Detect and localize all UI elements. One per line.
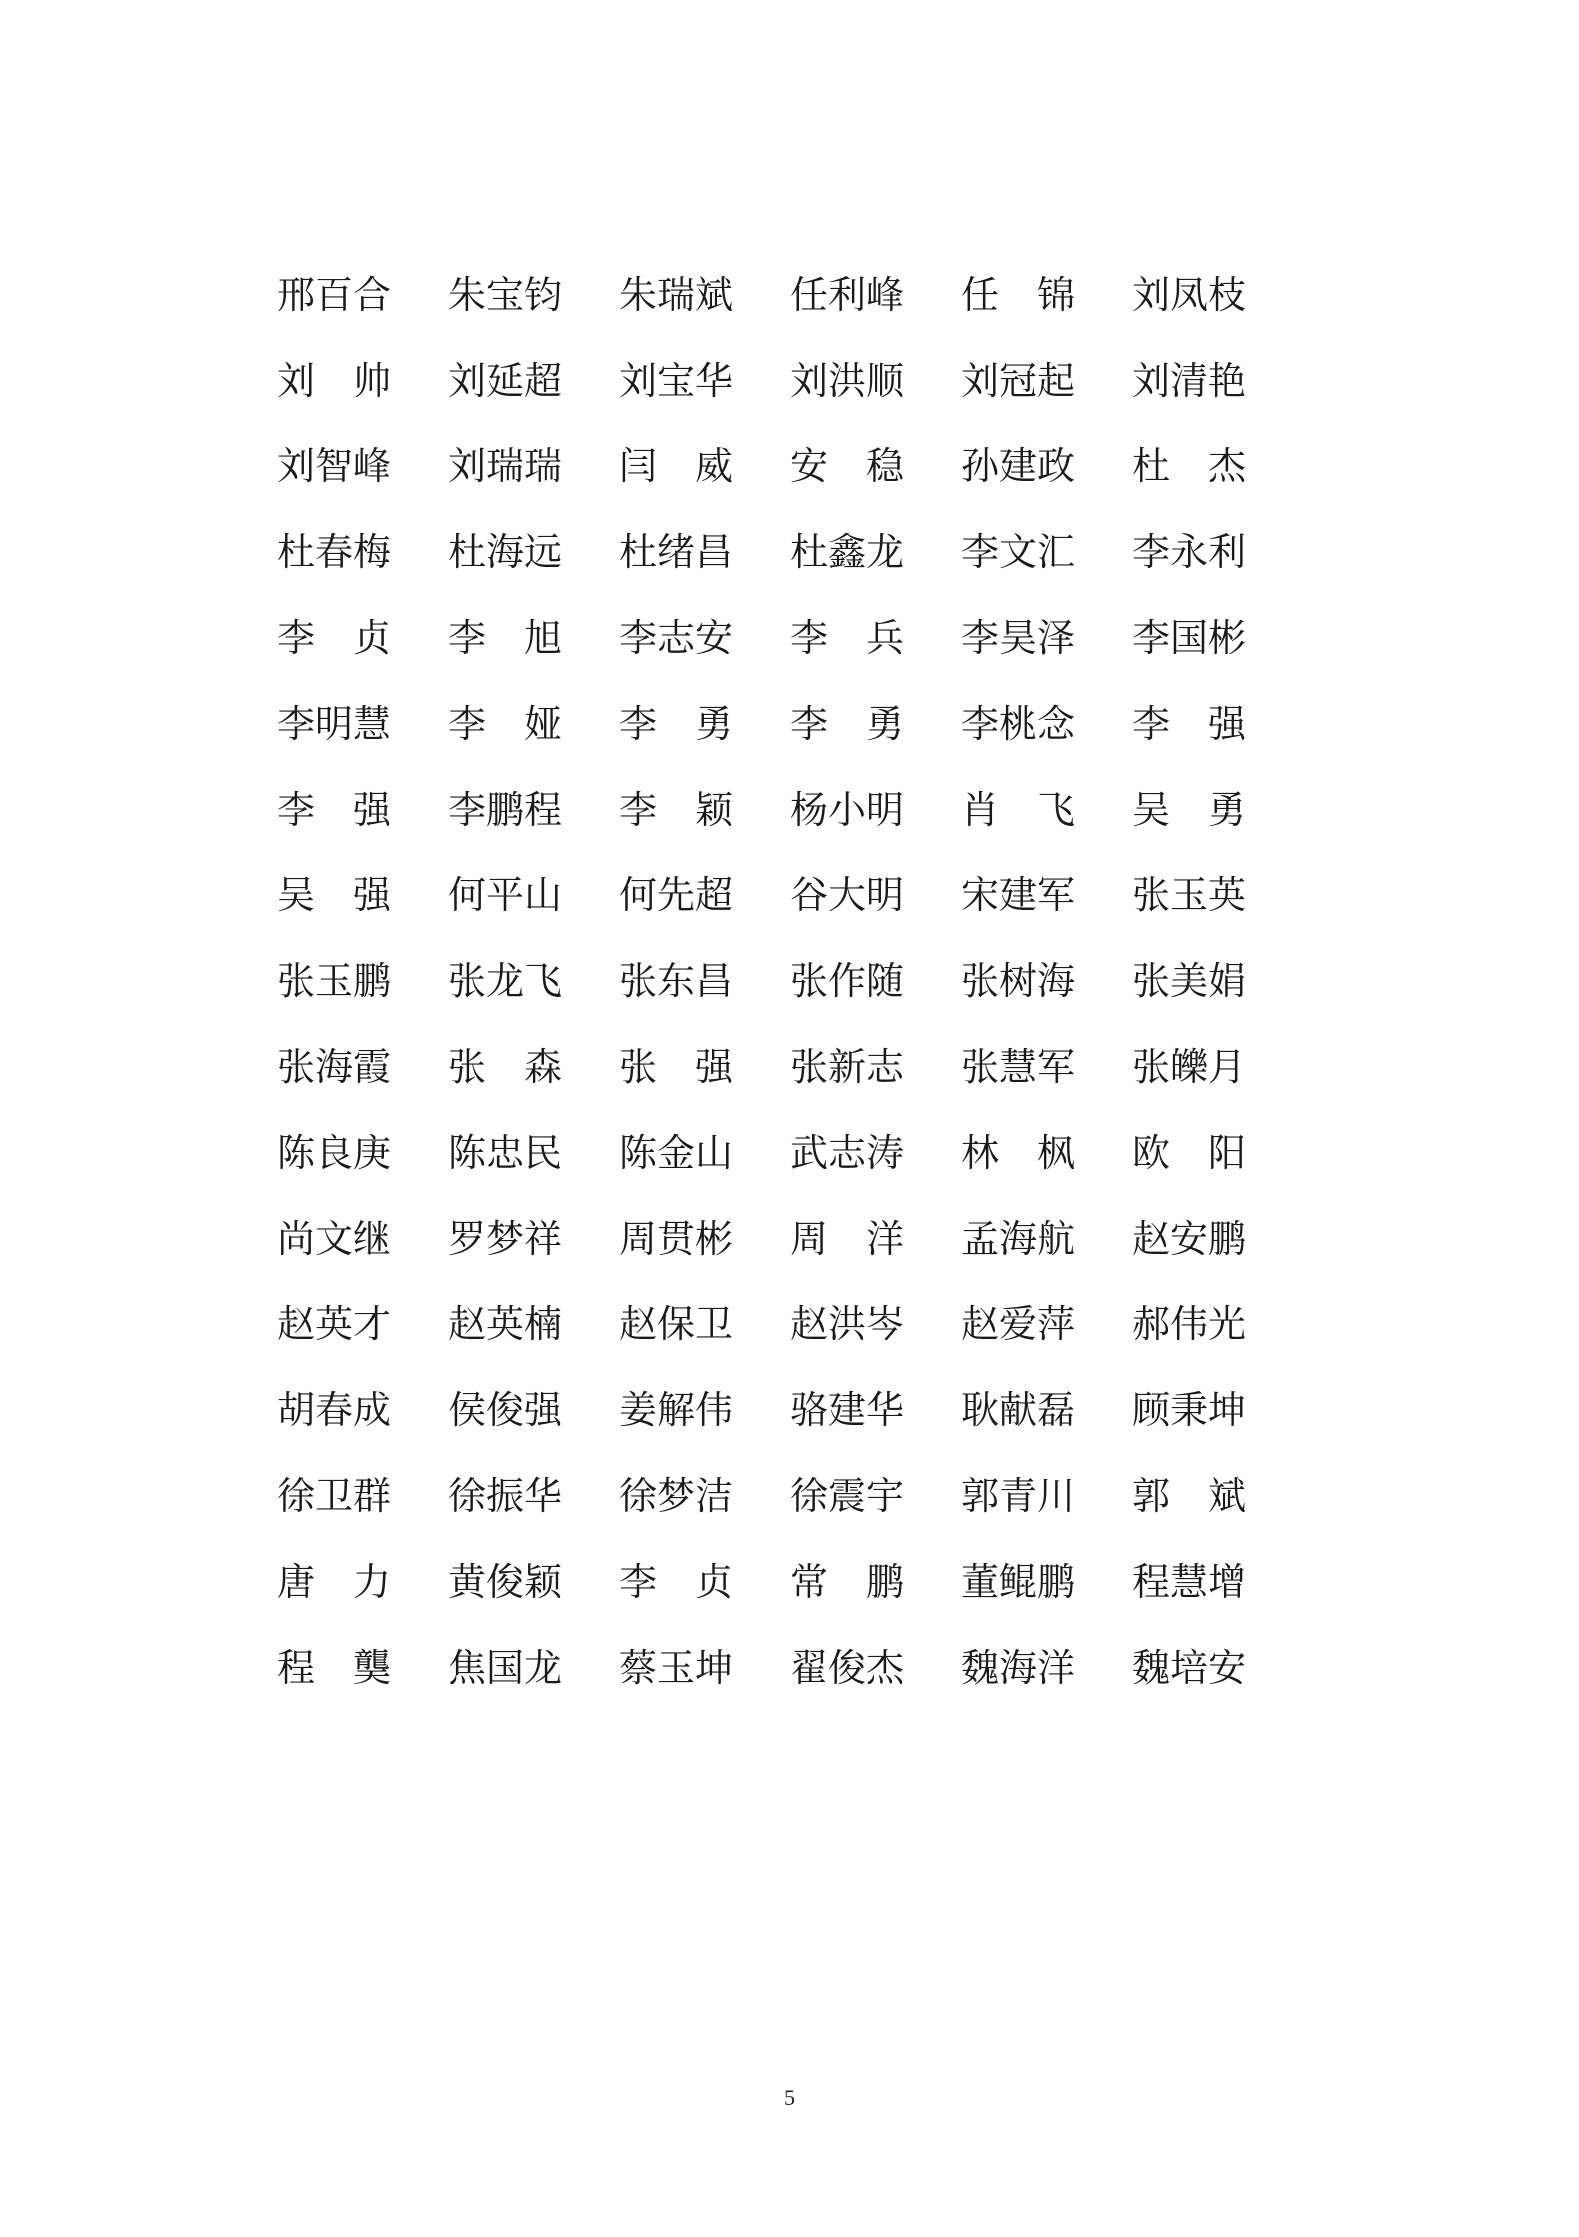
name-row bbox=[277, 1625, 1277, 1711]
name-entry: 侯俊强 bbox=[448, 1388, 563, 1433]
name-entry: 赵爱萍 bbox=[961, 1302, 1076, 1347]
name-entry: 杜 杰 bbox=[1132, 444, 1247, 489]
name-row bbox=[277, 1282, 1277, 1368]
name-entry: 耿献磊 bbox=[961, 1388, 1076, 1433]
name-entry: 张东昌 bbox=[619, 959, 734, 1004]
name-entry: 唐 力 bbox=[277, 1559, 392, 1604]
name-entry: 陈忠民 bbox=[448, 1130, 563, 1175]
name-row bbox=[277, 853, 1277, 939]
name-entry: 张玉英 bbox=[1132, 873, 1247, 918]
name-entry: 张美娟 bbox=[1132, 959, 1247, 1004]
name-entry: 蔡玉坤 bbox=[619, 1645, 734, 1690]
name-entry: 闫 威 bbox=[619, 444, 734, 489]
name-entry: 李 贞 bbox=[277, 616, 392, 661]
name-row bbox=[277, 509, 1277, 595]
name-entry: 常 鹏 bbox=[790, 1559, 905, 1604]
name-entry: 骆建华 bbox=[790, 1388, 905, 1433]
name-entry: 肖 飞 bbox=[961, 787, 1076, 832]
name-entry: 李 强 bbox=[1132, 701, 1247, 746]
name-row bbox=[277, 595, 1277, 681]
name-entry: 任 锦 bbox=[961, 272, 1076, 317]
name-row bbox=[277, 1367, 1277, 1453]
name-entry: 徐梦洁 bbox=[619, 1474, 734, 1519]
name-entry: 张新志 bbox=[790, 1045, 905, 1090]
name-entry: 魏海洋 bbox=[961, 1645, 1076, 1690]
name-entry: 李志安 bbox=[619, 616, 734, 661]
name-entry: 陈金山 bbox=[619, 1130, 734, 1175]
name-entry: 张作随 bbox=[790, 959, 905, 1004]
name-entry: 周 洋 bbox=[790, 1216, 905, 1261]
name-entry: 杨小明 bbox=[790, 787, 905, 832]
name-entry: 程慧增 bbox=[1132, 1559, 1247, 1604]
name-list bbox=[277, 252, 1277, 1711]
name-entry: 顾秉坤 bbox=[1132, 1388, 1247, 1433]
name-entry: 欧 阳 bbox=[1132, 1130, 1247, 1175]
name-entry: 杜春梅 bbox=[277, 530, 392, 575]
name-entry: 徐卫群 bbox=[277, 1474, 392, 1519]
name-row bbox=[277, 681, 1277, 767]
name-entry: 杜鑫龙 bbox=[790, 530, 905, 575]
name-entry: 赵安鹏 bbox=[1132, 1216, 1247, 1261]
name-entry: 刘洪顺 bbox=[790, 358, 905, 403]
name-entry: 陈良庚 bbox=[277, 1130, 392, 1175]
name-entry: 胡春成 bbox=[277, 1388, 392, 1433]
name-entry: 李 兵 bbox=[790, 616, 905, 661]
name-entry: 李 勇 bbox=[619, 701, 734, 746]
name-entry: 焦国龙 bbox=[448, 1645, 563, 1690]
name-entry: 孟海航 bbox=[961, 1216, 1076, 1261]
name-entry: 李永利 bbox=[1132, 530, 1247, 575]
name-entry: 张树海 bbox=[961, 959, 1076, 1004]
name-entry: 刘清艳 bbox=[1132, 358, 1247, 403]
name-entry: 刘凤枝 bbox=[1132, 272, 1247, 317]
name-entry: 李 贞 bbox=[619, 1559, 734, 1604]
name-entry: 任利峰 bbox=[790, 272, 905, 317]
name-entry: 刘宝华 bbox=[619, 358, 734, 403]
name-entry: 邢百合 bbox=[277, 272, 392, 317]
name-entry: 赵保卫 bbox=[619, 1302, 734, 1347]
name-entry: 安 稳 bbox=[790, 444, 905, 489]
name-entry: 武志涛 bbox=[790, 1130, 905, 1175]
name-row bbox=[277, 1453, 1277, 1539]
name-entry: 林 枫 bbox=[961, 1130, 1076, 1175]
name-entry: 李 勇 bbox=[790, 701, 905, 746]
name-entry: 翟俊杰 bbox=[790, 1645, 905, 1690]
name-entry: 张皪月 bbox=[1132, 1045, 1247, 1090]
name-entry: 黄俊颖 bbox=[448, 1559, 563, 1604]
name-entry: 张 森 bbox=[448, 1045, 563, 1090]
name-entry: 李鹏程 bbox=[448, 787, 563, 832]
name-row bbox=[277, 338, 1277, 424]
name-entry: 孙建政 bbox=[961, 444, 1076, 489]
name-row bbox=[277, 1024, 1277, 1110]
name-entry: 刘冠起 bbox=[961, 358, 1076, 403]
name-entry: 徐震宇 bbox=[790, 1474, 905, 1519]
name-entry: 刘智峰 bbox=[277, 444, 392, 489]
name-entry: 李 旭 bbox=[448, 616, 563, 661]
name-entry: 刘瑞瑞 bbox=[448, 444, 563, 489]
name-entry: 程 龑 bbox=[277, 1645, 392, 1690]
name-entry: 张玉鹏 bbox=[277, 959, 392, 1004]
name-entry: 李 娅 bbox=[448, 701, 563, 746]
name-entry: 刘延超 bbox=[448, 358, 563, 403]
name-entry: 何平山 bbox=[448, 873, 563, 918]
name-entry: 杜绪昌 bbox=[619, 530, 734, 575]
name-entry: 郭 斌 bbox=[1132, 1474, 1247, 1519]
name-entry: 魏培安 bbox=[1132, 1645, 1247, 1690]
name-row bbox=[277, 938, 1277, 1024]
name-row bbox=[277, 767, 1277, 853]
name-entry: 张龙飞 bbox=[448, 959, 563, 1004]
name-entry: 李桃念 bbox=[961, 701, 1076, 746]
name-entry: 尚文继 bbox=[277, 1216, 392, 1261]
name-entry: 张慧军 bbox=[961, 1045, 1076, 1090]
name-entry: 张海霞 bbox=[277, 1045, 392, 1090]
name-entry: 罗梦祥 bbox=[448, 1216, 563, 1261]
page-number: 5 bbox=[784, 2085, 795, 2110]
name-entry: 赵洪岑 bbox=[790, 1302, 905, 1347]
name-entry: 郝伟光 bbox=[1132, 1302, 1247, 1347]
name-entry: 董鲲鹏 bbox=[961, 1559, 1076, 1604]
name-entry: 何先超 bbox=[619, 873, 734, 918]
name-entry: 周贯彬 bbox=[619, 1216, 734, 1261]
name-entry: 吴 勇 bbox=[1132, 787, 1247, 832]
name-entry: 李 颖 bbox=[619, 787, 734, 832]
name-entry: 赵英楠 bbox=[448, 1302, 563, 1347]
name-entry: 李明慧 bbox=[277, 701, 392, 746]
name-entry: 赵英才 bbox=[277, 1302, 392, 1347]
name-row bbox=[277, 252, 1277, 338]
name-entry: 郭青川 bbox=[961, 1474, 1076, 1519]
name-entry: 徐振华 bbox=[448, 1474, 563, 1519]
name-entry: 宋建军 bbox=[961, 873, 1076, 918]
name-entry: 谷大明 bbox=[790, 873, 905, 918]
name-entry: 杜海远 bbox=[448, 530, 563, 575]
name-row bbox=[277, 1196, 1277, 1282]
name-entry: 李昊泽 bbox=[961, 616, 1076, 661]
name-row bbox=[277, 424, 1277, 510]
name-row bbox=[277, 1539, 1277, 1625]
name-entry: 李 强 bbox=[277, 787, 392, 832]
name-entry: 朱瑞斌 bbox=[619, 272, 734, 317]
name-entry: 张 强 bbox=[619, 1045, 734, 1090]
name-entry: 李国彬 bbox=[1132, 616, 1247, 661]
name-row bbox=[277, 1110, 1277, 1196]
name-entry: 姜解伟 bbox=[619, 1388, 734, 1433]
name-entry: 李文汇 bbox=[961, 530, 1076, 575]
name-entry: 朱宝钧 bbox=[448, 272, 563, 317]
name-entry: 吴 强 bbox=[277, 873, 392, 918]
name-entry: 刘 帅 bbox=[277, 358, 392, 403]
